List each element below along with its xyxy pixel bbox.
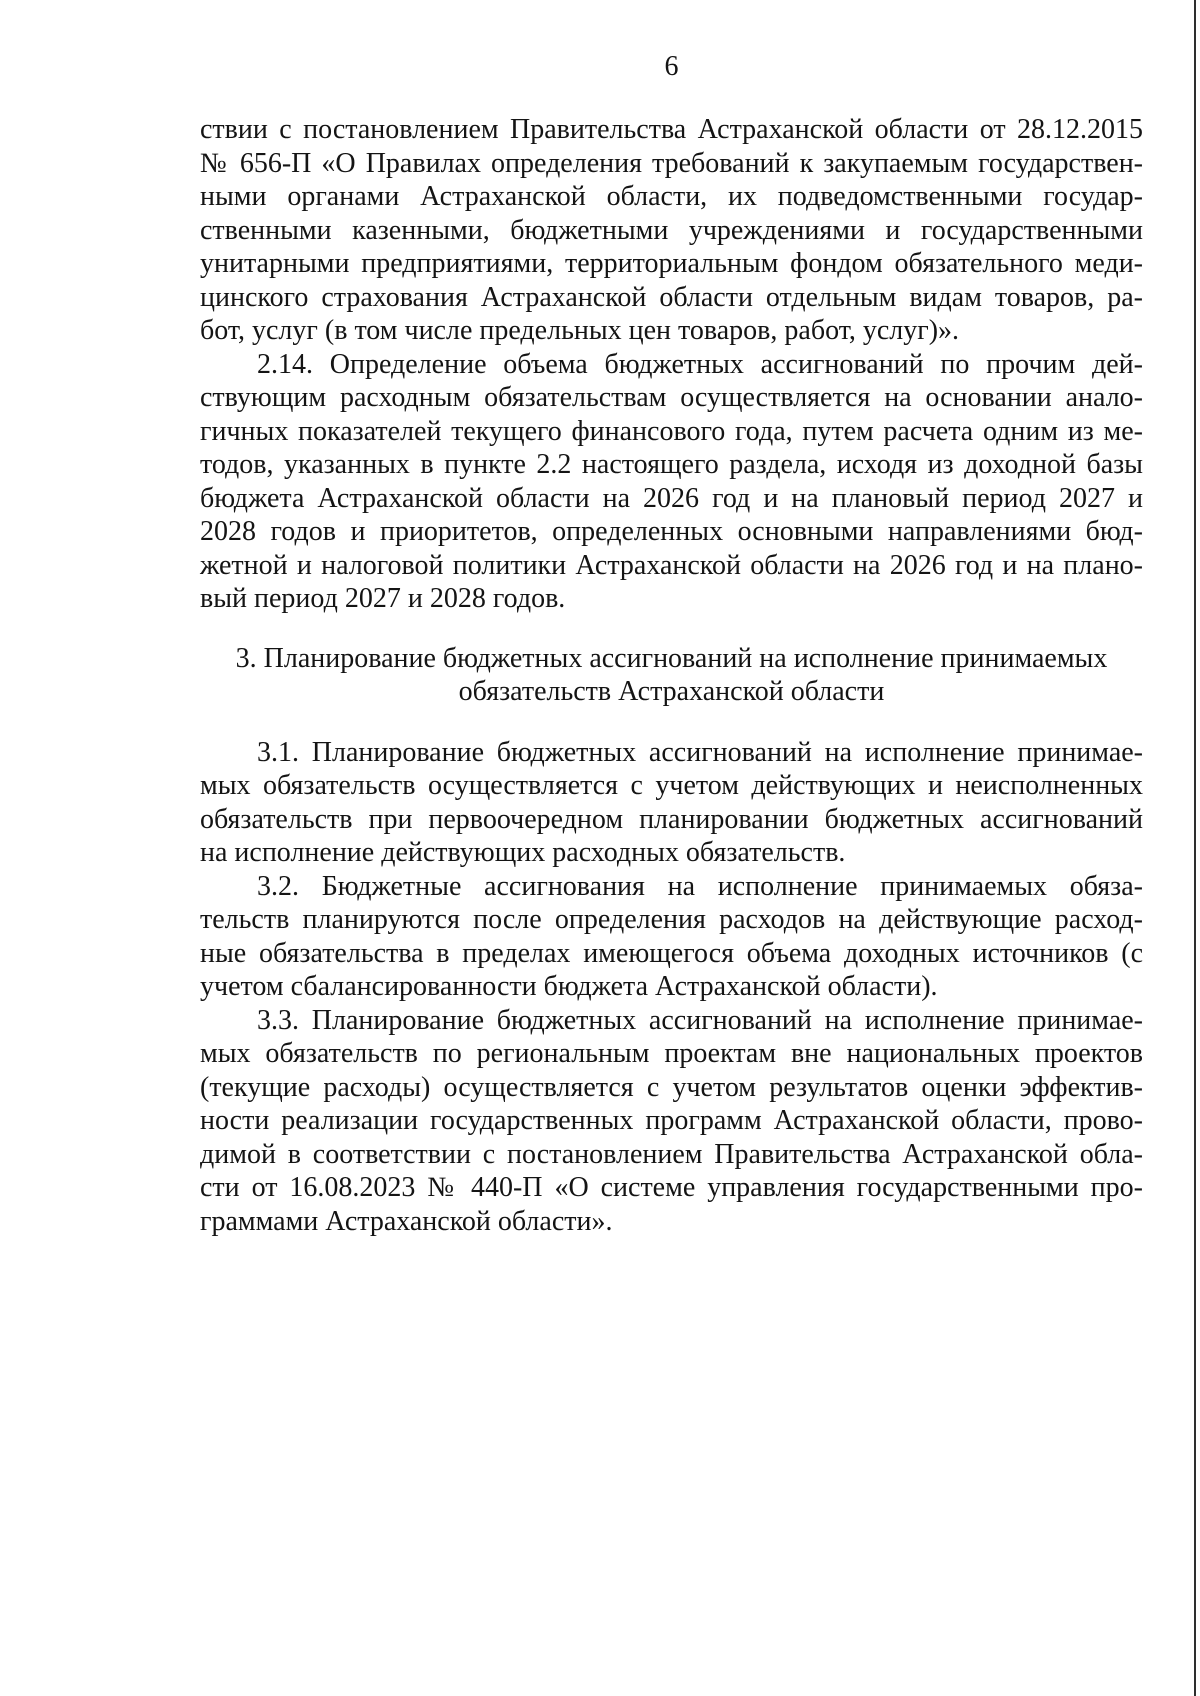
paragraph [200,348,1143,616]
text-line: 3.1. Планирование бюджетных ассигнований на исполнение принимае- [257,736,1143,768]
text-line: ными органами Астраханской области, их подведомственными государ- [200,181,1143,212]
section-heading [200,642,1143,709]
text-line: 3.2. Бюджетные ассигнования на исполнение принимаемых обяза- [257,870,1143,902]
text-line: учетом сбалансированности бюджета Астраханской области). [200,971,938,1002]
text-line: обязательств при первоочередном планировании бюджетных ассигнований [200,803,1143,835]
document-body [200,113,1143,1238]
text-line: бюджета Астраханской области на 2026 год и на плановый период 2027 и [200,482,1143,514]
text-line: цинского страхования Астраханской области отдельным видам товаров, ра- [200,281,1143,313]
paragraph [200,1004,1143,1239]
text-line: гичных показателей текущего финансового года, путем расчета одним из ме- [200,415,1143,447]
text-line: мых обязательств осуществляется с учетом действующих и неисполненных [200,770,1143,801]
text-line: граммами Астраханской области». [200,1205,613,1237]
text-line: димой в соответствии с постановлением Правительства Астраханской обла- [200,1138,1143,1170]
text-line: мых обязательств по региональным проектам вне национальных проектов [200,1038,1143,1069]
paragraph [200,113,1143,348]
text-line: 3.3. Планирование бюджетных ассигнований на исполнение принимае- [257,1004,1143,1036]
text-line: жетной и налоговой политики Астраханской области на 2026 год и на плано- [200,549,1143,581]
text-line: № 656-П «О Правилах определения требований к закупаемым государствен- [200,147,1143,179]
text-line: ствующим расходным обязательствам осуществляется на основании анало- [200,382,1143,413]
page-edge-line [1194,0,1196,1696]
text-line: ственными казенными, бюджетными учреждениями и государственными [200,214,1143,246]
text-line: ные обязательства в пределах имеющегося объема доходных источников (с [200,937,1143,969]
page-number: 6 [664,51,679,82]
text-line: сти от 16.08.2023 № 440-П «О системе управления государственными про- [200,1172,1143,1203]
text-line: ствии с постановлением Правительства Астраханской области от 28.12.2015 [200,114,1143,145]
heading-line: 3. Планирование бюджетных ассигнований на исполнение принимаемых [235,642,1108,674]
text-line: тельств планируются после определения расходов на действующие расход- [200,904,1143,935]
heading-line: обязательств Астраханской области [458,676,885,707]
text-line: вый период 2027 и 2028 годов. [200,583,566,614]
paragraph [200,870,1143,1004]
text-line: на исполнение действующих расходных обязательств. [200,837,846,868]
text-line: 2028 годов и приоритетов, определенных основными направлениями бюд- [200,516,1143,547]
text-line: унитарными предприятиями, территориальным фондом обязательного меди- [200,248,1143,279]
text-line: бот, услуг (в том числе предельных цен товаров, работ, услуг)». [200,315,960,346]
text-line: 2.14. Определение объема бюджетных ассигнований по прочим дей- [257,348,1143,380]
text-line: тодов, указанных в пункте 2.2 настоящего раздела, исходя из доходной базы [200,449,1143,480]
paragraph [200,736,1143,870]
text-line: (текущие расходы) осуществляется с учетом результатов оценки эффектив- [200,1071,1143,1103]
text-line: ности реализации государственных программ Астраханской области, прово- [200,1105,1143,1136]
